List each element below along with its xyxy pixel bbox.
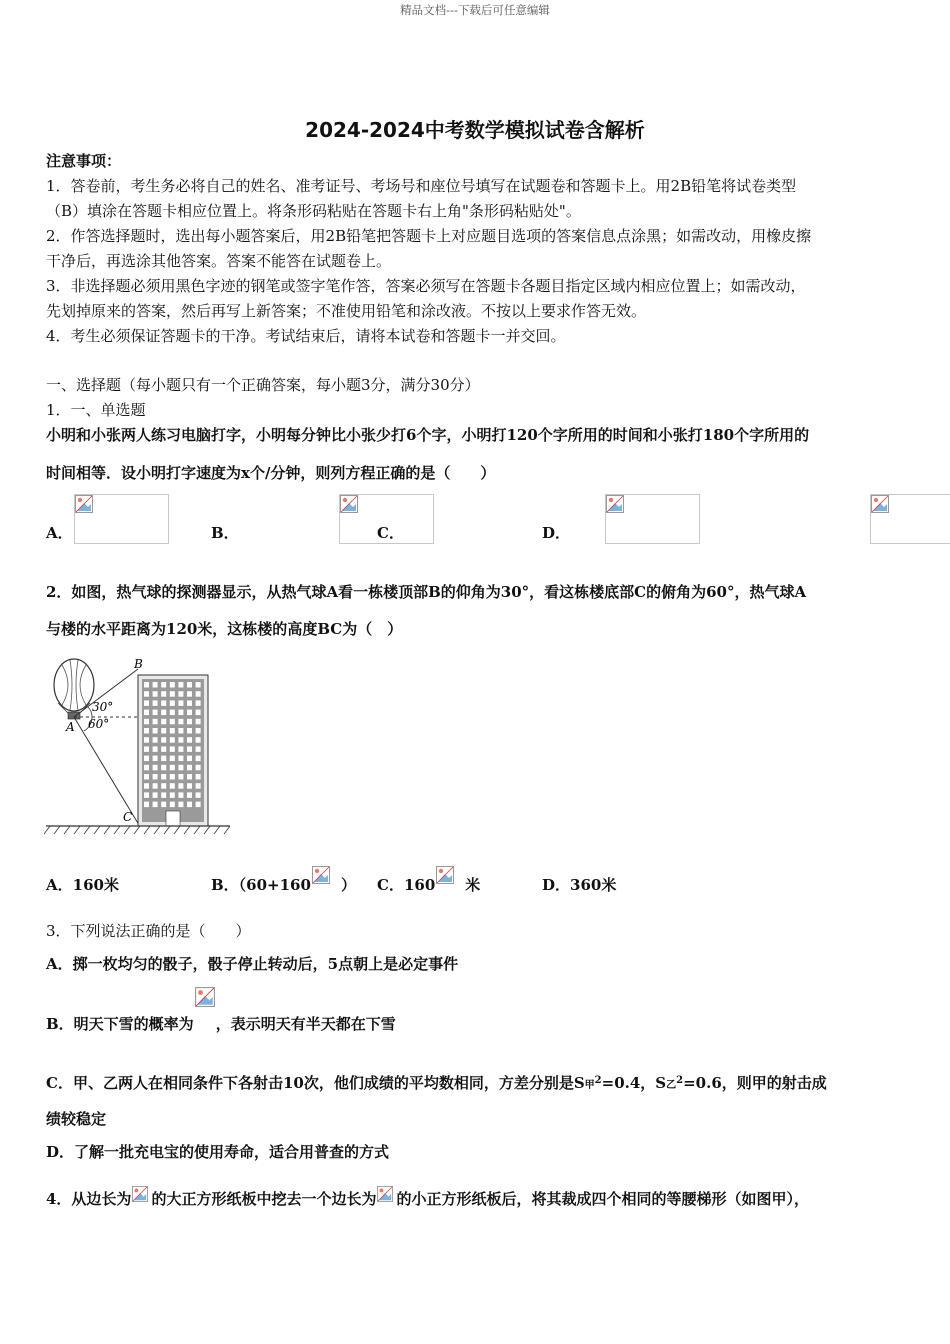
hot-air-balloon-icon [54, 659, 94, 719]
building-window [178, 737, 183, 743]
option-b-text-pre: B．（60+160 [211, 876, 311, 894]
building-window [178, 682, 183, 688]
building-window [178, 792, 183, 798]
broken-image-icon [606, 495, 624, 513]
notice-line: 2．作答选择题时，选出每小题答案后，用2B铅笔把答题卡上对应题目选项的答案信息点涂黑；如需改动，用橡皮擦 [46, 227, 812, 245]
option-c-text-3: =0.6，则甲的射击成 [683, 1074, 827, 1092]
building-window [161, 737, 166, 743]
building-icon [138, 675, 208, 826]
notice-heading: 注意事项： [46, 152, 122, 170]
option-b-label: B． [211, 524, 239, 542]
option-b-text-post: ） [340, 876, 356, 894]
building-window [187, 737, 192, 743]
question-1-text: 小明和小张两人练习电脑打字，小明每分钟比小张少打6个字，小明打120个字所用的时间和小张打180个字所用的 [46, 426, 810, 444]
building-window [178, 728, 183, 734]
ground-hatching [44, 826, 230, 834]
building-window [187, 719, 192, 725]
building-window [144, 756, 149, 762]
building-window [161, 710, 166, 716]
question-3-option-c [46, 1070, 827, 1097]
building-window [161, 719, 166, 725]
angle-30-label: 30° [92, 700, 114, 714]
building-window [153, 792, 158, 798]
building-window [161, 728, 166, 734]
notice-line: 4．考生必须保证答题卡的干净。考试结束后，请将本试卷和答题卡一并交回。 [46, 327, 566, 345]
building-window [144, 792, 149, 798]
balloon-building-figure [44, 655, 234, 840]
option-a-label: A． [46, 524, 73, 542]
broken-image-icon [377, 1186, 393, 1202]
building-window [153, 756, 158, 762]
question-4-text-2: 的大正方形纸板中挖去一个边长为 [151, 1190, 377, 1208]
building-window [170, 737, 175, 743]
option-b-text-post: ，表示明天有半天都在下雪 [215, 1015, 396, 1033]
building-window [178, 802, 183, 808]
building-window [170, 756, 175, 762]
option-c-text-pre: C．160 [377, 876, 436, 894]
building-window [178, 719, 183, 725]
building-window [144, 710, 149, 716]
building-window [153, 691, 158, 697]
building-window [178, 765, 183, 771]
subscript-jia: 甲 [584, 1080, 595, 1091]
building-window [170, 792, 175, 798]
broken-image-icon [132, 1186, 148, 1202]
building-window [144, 765, 149, 771]
notice-line: （B）填涂在答题卡相应位置上。将条形码粘贴在答题卡右上角"条形码粘贴处"。 [46, 202, 581, 220]
building-window [153, 719, 158, 725]
building-window [196, 774, 201, 780]
building-window [144, 719, 149, 725]
building-window [196, 783, 201, 789]
formula-image [377, 1186, 395, 1210]
option-c-label: C． [377, 524, 404, 542]
building-window [170, 783, 175, 789]
building-window [196, 802, 201, 808]
question-2-option-c [377, 858, 480, 896]
building-window [187, 710, 192, 716]
notice-line: 先划掉原来的答案，然后再写上新答案；不准使用铅笔和涂改液。不按以上要求作答无效。 [46, 302, 647, 320]
building-window [170, 802, 175, 808]
building-window [196, 765, 201, 771]
building-window [178, 756, 183, 762]
point-c-label: C [123, 810, 133, 824]
building-window [170, 700, 175, 706]
building-window [161, 691, 166, 697]
building-window [187, 700, 192, 706]
building-window [196, 746, 201, 752]
building-window [170, 728, 175, 734]
subscript-yi: 乙 [666, 1080, 677, 1091]
building-window [187, 774, 192, 780]
building-window [187, 756, 192, 762]
building-window [144, 802, 149, 808]
question-3-option-c-line2: 绩较稳定 [46, 1110, 107, 1128]
building-window [153, 700, 158, 706]
option-b-formula-image [195, 987, 215, 1035]
building-window [187, 783, 192, 789]
building-window [153, 746, 158, 752]
building-window [170, 710, 175, 716]
document-title: 2024-2024中考数学模拟试卷含解析 [305, 118, 645, 142]
building-window [170, 719, 175, 725]
building-window [196, 691, 201, 697]
building-window [187, 691, 192, 697]
question-2-text: 与楼的水平距离为120米，这栋楼的高度BC为（ ） [46, 620, 403, 638]
building-window [196, 682, 201, 688]
building-window [161, 682, 166, 688]
building-window [187, 682, 192, 688]
broken-image-icon [75, 495, 93, 513]
building-window [144, 682, 149, 688]
angle-60-label: 60° [88, 717, 110, 731]
building-window [161, 700, 166, 706]
building-window [178, 774, 183, 780]
question-2-option-b [211, 858, 356, 896]
section-heading: 一、选择题（每小题只有一个正确答案，每小题3分，满分30分） [46, 376, 480, 394]
question-2-option-d: D．360米 [542, 876, 617, 894]
building-window [161, 756, 166, 762]
building-window [153, 765, 158, 771]
broken-image-icon [871, 495, 889, 513]
building-window [153, 774, 158, 780]
building-window [153, 728, 158, 734]
building-window [170, 765, 175, 771]
building-window [196, 710, 201, 716]
building-window [161, 774, 166, 780]
question-3-stem: 3．下列说法正确的是（ ） [46, 922, 251, 940]
building-window [196, 700, 201, 706]
option-b-formula-image [312, 866, 340, 896]
option-d-formula-image [870, 494, 950, 544]
building-window [196, 756, 201, 762]
notice-line: 3．非选择题必须用黑色字迹的钢笔或签字笔作答，答案必须写在答题卡各题目指定区域内相应位置上；如需改动， [46, 277, 806, 295]
superscript-2: 2 [676, 1075, 684, 1086]
building-window [144, 691, 149, 697]
question-4-text [46, 1176, 809, 1210]
building-window [144, 737, 149, 743]
question-3-option-d: D．了解一批充电宝的使用寿命，适合用普查的方式 [46, 1143, 390, 1161]
notice-line: 干净后，再选涂其他答案。答案不能答在试题卷上。 [46, 252, 392, 270]
broken-image-icon [340, 495, 358, 513]
building-window [161, 802, 166, 808]
broken-image-icon [312, 866, 330, 884]
broken-image-icon [195, 987, 215, 1007]
building-window [187, 765, 192, 771]
building-window [196, 719, 201, 725]
option-c-text-1: C．甲、乙两人在相同条件下各射击10次，他们成绩的平均数相同，方差分别是S [46, 1074, 585, 1092]
building-window [144, 728, 149, 734]
question-1-text: 时间相等．设小明打字速度为x个/分钟，则列方程正确的是（ ） [46, 464, 496, 482]
building-window [144, 746, 149, 752]
question-4-text-1: 4．从边长为 [46, 1190, 132, 1208]
point-a-label: A [66, 720, 75, 734]
building-window [196, 792, 201, 798]
building-window [144, 700, 149, 706]
point-b-label: B [134, 657, 143, 671]
building-window [153, 802, 158, 808]
notice-line: 1．答卷前，考生务必将自己的姓名、准考证号、考场号和座位号填写在试题卷和答题卡上。用2B铅笔将试卷类型 [46, 177, 797, 195]
building-window [187, 792, 192, 798]
section-subheading: 1．一、单选题 [46, 401, 146, 419]
option-a-formula-image [74, 494, 169, 544]
superscript-2: 2 [594, 1075, 602, 1086]
building-window [153, 737, 158, 743]
question-3-option-a: A．掷一枚均匀的骰子，骰子停止转动后，5点朝上是必定事件 [46, 955, 459, 973]
building-window [178, 746, 183, 752]
building-window [178, 783, 183, 789]
building-window [153, 783, 158, 789]
building-window [161, 765, 166, 771]
building-window [144, 783, 149, 789]
question-2-option-a: A．160米 [46, 876, 119, 894]
building-window [187, 746, 192, 752]
building-window [161, 792, 166, 798]
building-window [170, 682, 175, 688]
option-c-formula-image [605, 494, 700, 544]
option-c-text-2: =0.4，S [601, 1074, 667, 1092]
building-window [178, 691, 183, 697]
formula-image [132, 1186, 150, 1210]
option-c-text-post: 米 [465, 876, 481, 894]
building-window [187, 728, 192, 734]
building-window [178, 710, 183, 716]
option-b-text-pre: B．明天下雪的概率为 [46, 1015, 194, 1033]
question-2-text: 2．如图，热气球的探测器显示，从热气球A看一栋楼顶部B的仰角为30°，看这栋楼底部C的俯角为60°，热气球A [46, 583, 807, 601]
building-window [153, 682, 158, 688]
option-c-formula-image [436, 866, 464, 896]
page-header: 精品文档---下载后可任意编辑 [400, 3, 550, 17]
building-window [161, 783, 166, 789]
building-window [187, 802, 192, 808]
question-4-text-3: 的小正方形纸板后，将其裁成四个相同的等腰梯形（如图甲）， [396, 1190, 809, 1208]
option-d-label: D． [542, 524, 571, 542]
building-window [153, 710, 158, 716]
building-window [196, 728, 201, 734]
building-window [170, 691, 175, 697]
building-window [170, 774, 175, 780]
building-window [144, 774, 149, 780]
building-window [170, 746, 175, 752]
question-3-option-b [46, 985, 396, 1035]
broken-image-icon [436, 866, 454, 884]
building-window [196, 737, 201, 743]
building-window [161, 746, 166, 752]
building-window [178, 700, 183, 706]
